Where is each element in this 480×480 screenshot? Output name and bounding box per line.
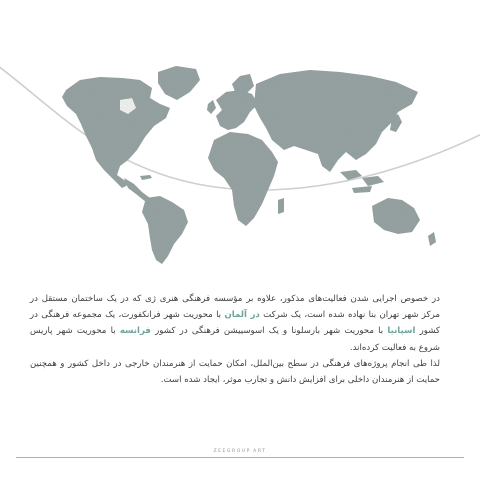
north-america-shape — [62, 77, 170, 188]
highlight-germany: در آلمان — [224, 310, 260, 321]
paragraph-2: لذا طی انجام پروژه‌های فرهنگی در سطح بین‌الملل، امکان حمایت از هنرمندان خارجی در داخل کشور و همچنین حمایت از هنرمندان داخلی برای افزایش دانش و تجارب موثر، ایجاد شده است. — [30, 358, 440, 386]
europe-shape — [216, 90, 258, 130]
paragraph-1: در خصوص اجرایی شدن فعالیت‌های مذکور، علاوه بر مؤسسه فرهنگی هنری ژی که در یک ساختمان مستقل در مرکز شهر تهران بنا نهاده شده است، یک شرکت در آلمان با محوریت شهر فرانکفورت، یک مجموعه فرهنگی در کشور اسپانیا با محوریت شهر بارسلونا و یک اسوسییشن فرهنگی در کشور فرانسه با محوریت شهر پاریس شروع به فعالیت کرده‌اند. — [30, 294, 440, 353]
highlight-spain: اسپانیا — [387, 326, 416, 337]
footer-divider — [16, 457, 464, 458]
footer-brand — [0, 449, 480, 454]
greenland-shape — [158, 66, 200, 100]
south-america-shape — [142, 196, 188, 264]
highlight-france: فرانسه — [119, 326, 151, 337]
africa-shape — [208, 132, 278, 226]
australia-shape — [372, 198, 420, 234]
footer-brand-text: ZEEGROUP.ART — [207, 449, 272, 454]
body-text — [30, 291, 440, 388]
